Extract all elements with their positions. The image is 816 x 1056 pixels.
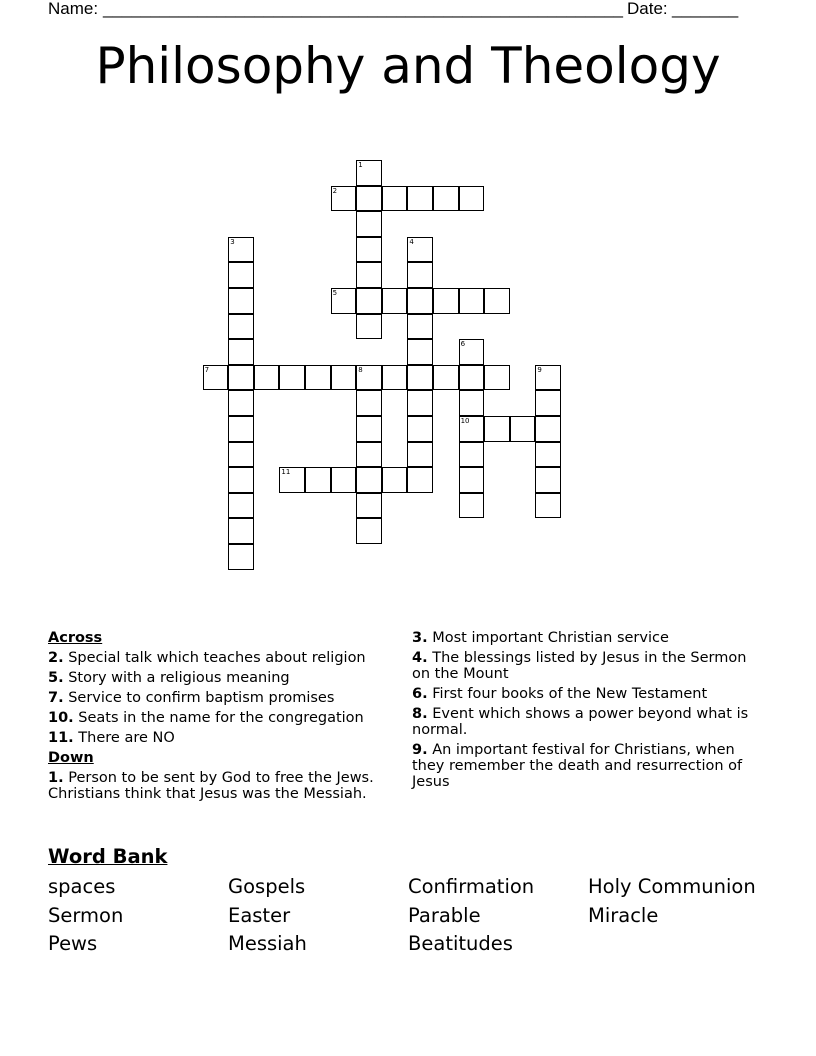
grid-cell[interactable] [459,288,485,314]
grid-cell[interactable] [484,416,510,442]
grid-cell[interactable] [407,467,433,493]
grid-cell[interactable] [203,365,229,391]
grid-cell[interactable] [459,339,485,365]
grid-cell[interactable] [228,237,254,263]
clue-num: 3. [412,630,428,646]
grid-cell[interactable] [407,186,433,212]
grid-cell[interactable] [331,467,357,493]
clue-num: 9. [412,742,428,758]
grid-cell[interactable] [535,390,561,416]
word-bank-word: Beatitudes [408,932,513,955]
word-bank-word: Miracle [588,903,659,927]
grid-cell[interactable] [305,365,331,391]
grid-cell[interactable] [228,467,254,493]
grid-cell[interactable] [459,186,485,212]
clue-num: 4. [412,650,428,666]
grid-cell[interactable] [356,237,382,263]
grid-cell[interactable] [459,365,485,391]
grid-cell[interactable] [459,467,485,493]
grid-cell[interactable] [382,186,408,212]
grid-cell[interactable] [356,467,382,493]
grid-cell[interactable] [356,160,382,186]
word-bank-word: Messiah [228,932,307,955]
clue [412,742,762,790]
grid-cell[interactable] [407,288,433,314]
grid-cell[interactable] [228,493,254,519]
clue-number: 11 [281,468,291,477]
word-bank-word: Easter [228,903,291,927]
clue-number: 6 [460,340,466,349]
grid-cell[interactable] [228,544,254,570]
grid-cell[interactable] [331,365,357,391]
grid-cell[interactable] [228,314,254,340]
clue-text: An important festival for Christians, when they remember the death and resurrection of Jesus [412,742,743,790]
grid-cell[interactable] [535,467,561,493]
clue-text: Story with a religious meaning [63,670,290,686]
grid-cell[interactable] [407,314,433,340]
clue-text: Person to be sent by God to free the Jews. Christians think that Jesus was the Messiah. [48,770,374,802]
name-label: Name: [48,0,99,18]
grid-cell[interactable] [459,390,485,416]
grid-cell[interactable] [510,416,536,442]
clue [412,686,762,702]
grid-cell[interactable] [407,442,433,468]
clue-text: The blessings listed by Jesus in the Sermon on the Mount [412,650,747,682]
grid-cell[interactable] [382,467,408,493]
grid-cell[interactable] [356,518,382,544]
word-bank-word: Confirmation [408,875,535,898]
clue-number: 9 [537,365,542,374]
grid-cell[interactable] [228,518,254,544]
word-bank-word: Pews [48,932,98,955]
grid-cell[interactable] [356,416,382,442]
grid-cell[interactable] [407,416,433,442]
grid-cell[interactable] [356,390,382,416]
grid-cell[interactable] [305,467,331,493]
clue-num: 10. [48,710,74,726]
grid-cell[interactable] [407,339,433,365]
clue-number: 2 [332,186,338,195]
grid-cell[interactable] [356,211,382,237]
word-bank-word: Gospels [228,875,306,898]
grid-cell[interactable] [407,237,433,263]
clue [412,706,762,738]
grid-cell[interactable] [331,186,357,212]
page-title: Philosophy and Theology [95,37,721,95]
clue-num: 11. [48,730,74,746]
grid-cell[interactable] [459,442,485,468]
word-bank [48,845,788,959]
clue-text: Special talk which teaches about religion [63,650,366,666]
grid-cell[interactable] [382,288,408,314]
grid-cell[interactable] [407,262,433,288]
clue-number: 7 [204,365,210,374]
word-bank-word: spaces [48,875,116,898]
clue-number: 3 [230,237,235,246]
word-bank-word: Holy Communion [588,875,756,898]
clue-num: 8. [412,706,428,722]
date-label: Date: [627,0,668,18]
clue-text: Event which shows a power beyond what is normal. [412,706,749,738]
word-bank-list [48,873,788,959]
grid-cell[interactable] [331,288,357,314]
clue [412,650,762,682]
grid-cell[interactable] [228,390,254,416]
grid-cell[interactable] [228,288,254,314]
grid-cell[interactable] [382,365,408,391]
across-heading: Across [48,630,103,646]
clue-text: Seats in the name for the congregation [73,710,364,726]
down-clues-left [48,770,388,802]
grid-cell[interactable] [356,262,382,288]
clue-num: 1. [48,770,64,786]
clue [48,710,388,726]
grid-cell[interactable] [459,493,485,519]
across-clues [48,650,388,746]
grid-cell[interactable] [356,365,382,391]
clue-text: There are NO [73,730,175,746]
grid-cell[interactable] [254,365,280,391]
grid-cell[interactable] [407,390,433,416]
clue-num: 2. [48,650,64,666]
grid-cell[interactable] [484,365,510,391]
word-bank-word: Parable [408,903,481,927]
clue [48,770,388,802]
clue [48,730,388,746]
grid-cell[interactable] [484,288,510,314]
grid-cell[interactable] [535,493,561,519]
clue [48,690,388,706]
grid-cell[interactable] [535,416,561,442]
clue [412,630,762,646]
clue-num: 5. [48,670,64,686]
grid-cell[interactable] [535,365,561,391]
clues-left-column [48,630,388,806]
grid-cell[interactable] [356,314,382,340]
grid-cell[interactable] [433,288,459,314]
grid-cell[interactable] [356,186,382,212]
grid-cell[interactable] [228,442,254,468]
grid-cell[interactable] [535,442,561,468]
name-field[interactable]: _______________________________________________________ [103,0,624,18]
grid-cell[interactable] [433,186,459,212]
grid-cell[interactable] [356,442,382,468]
down-clues-right [412,630,762,790]
date-field[interactable]: _______ [672,0,739,18]
grid-cell[interactable] [228,339,254,365]
grid-cell[interactable] [279,467,305,493]
grid-cell[interactable] [459,416,485,442]
grid-cell[interactable] [407,365,433,391]
grid-cell[interactable] [279,365,305,391]
clue-number: 8 [358,365,363,374]
grid-cell[interactable] [356,493,382,519]
clue-num: 6. [412,686,428,702]
clue-number: 10 [460,417,470,425]
grid-cell[interactable] [228,262,254,288]
clue [48,650,388,666]
clues-right-column [412,630,762,794]
clue-text: First four books of the New Testament [427,686,708,702]
down-heading: Down [48,750,94,766]
grid-cell[interactable] [228,416,254,442]
grid-cell[interactable] [356,288,382,314]
word-bank-word: Sermon [48,903,124,927]
clue-text: Service to confirm baptism promises [63,690,335,706]
clue-num: 7. [48,690,64,706]
clue [48,670,388,686]
clue-number: 1 [358,161,363,169]
clue-text: Most important Christian service [427,630,669,646]
word-bank-title: Word Bank [48,845,168,868]
grid-cell[interactable] [228,365,254,391]
grid-cell[interactable] [433,365,459,391]
clue-number: 5 [332,289,338,297]
clue-number: 4 [409,237,414,246]
